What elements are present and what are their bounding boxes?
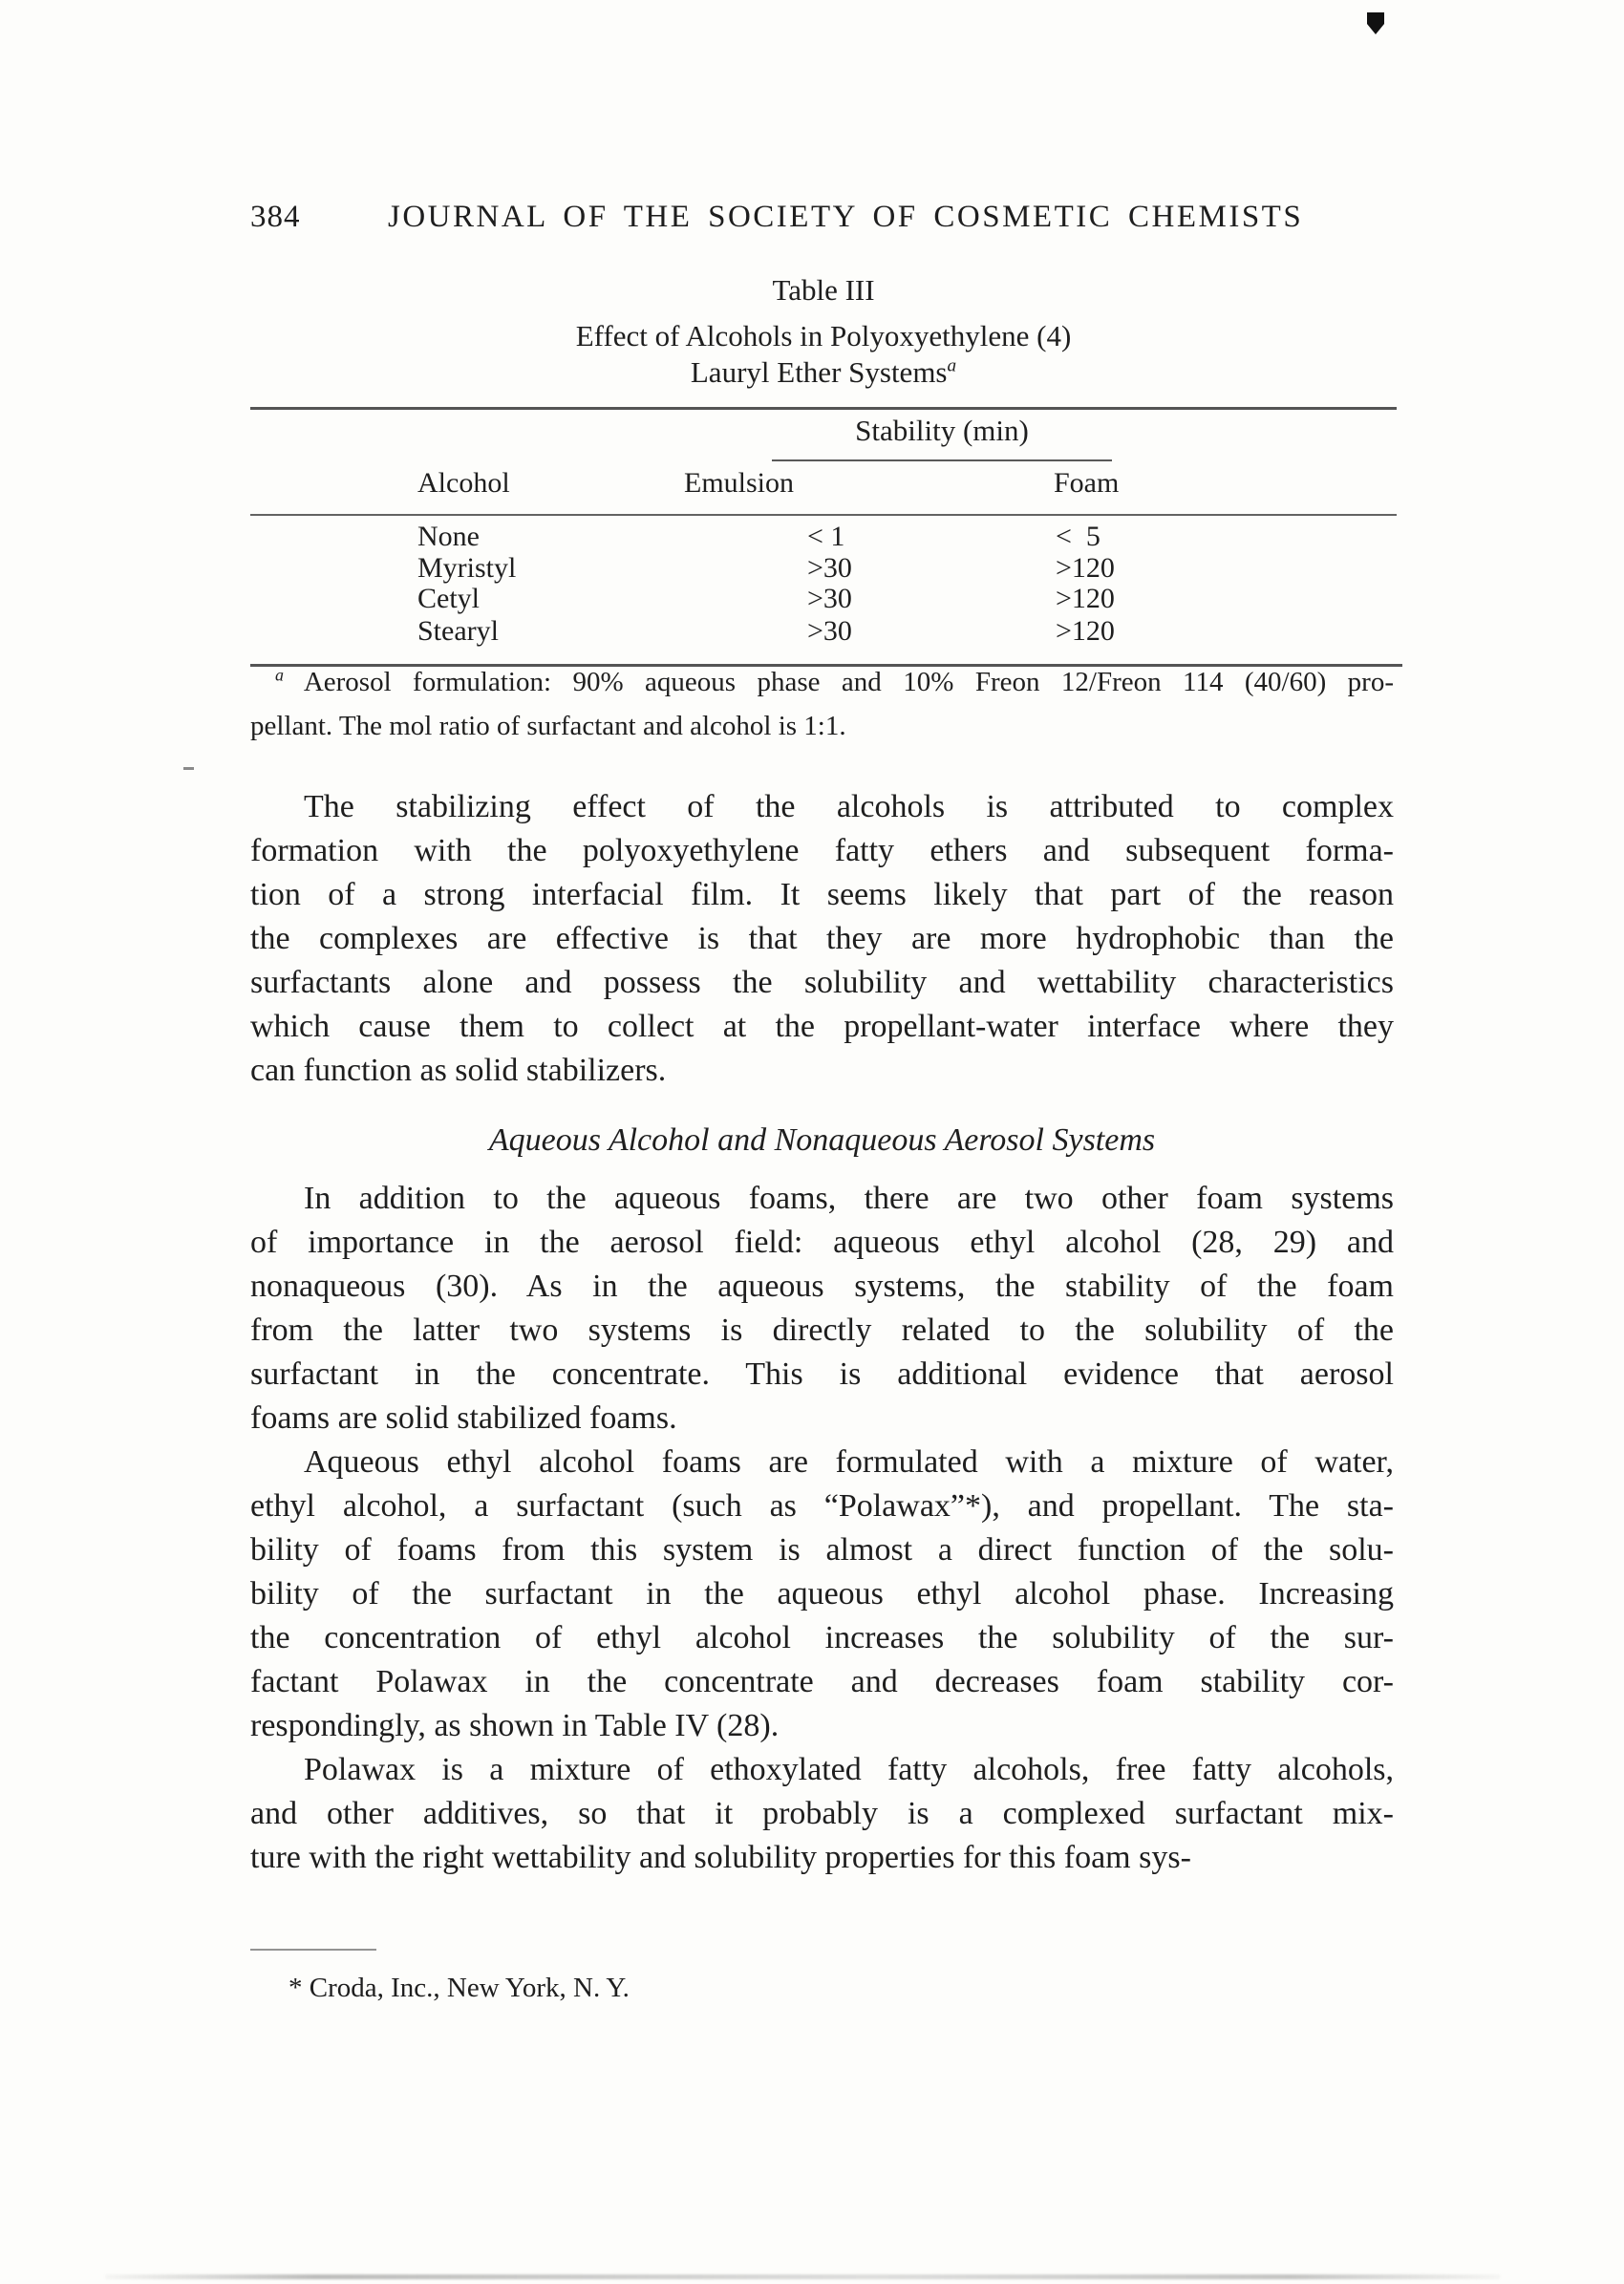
table-footnote-line1 (250, 660, 1394, 704)
table-row-cell: < 1 (807, 521, 845, 552)
table-header-rule (250, 514, 1397, 516)
page-footnote (250, 1971, 1394, 2005)
table-row-cell: None (417, 521, 480, 552)
table-row-cell: >120 (1056, 583, 1115, 614)
table-top-rule (250, 407, 1397, 410)
section-heading: Aqueous Alcohol and Nonaqueous Aerosol Systems (488, 1122, 1156, 1158)
table-row-cell: Stearyl (417, 615, 499, 647)
caption-text: Lauryl Ether Systems (690, 355, 948, 389)
column-header-foam: Foam (1054, 467, 1120, 499)
body-line: which cause them to collect at the propellant-water interface where they (250, 1009, 1394, 1044)
body-line: ethyl alcohol, a surfactant (such as “Polawax”*), and propellant. The sta- (250, 1488, 1394, 1524)
body-line: surfactants alone and possess the solubility and wettability characteristics (250, 965, 1394, 1000)
body-line: from the latter two systems is directly related to the solubility of the (250, 1313, 1394, 1348)
body-line: Aqueous ethyl alcohol foams are formulated with a mixture of water, (304, 1444, 1394, 1480)
body-line: can function as solid stabilizers. (250, 1053, 667, 1088)
body-line: ture with the right wettability and solubility properties for this foam sys- (250, 1840, 1191, 1875)
table-row-cell: >30 (807, 552, 852, 584)
table-row-cell: >30 (807, 583, 852, 614)
body-line: and other additives, so that it probably is a complexed surfactant mix- (250, 1796, 1394, 1831)
table-row-cell: Cetyl (417, 583, 480, 614)
table-footnote-line2: pellant. The mol ratio of surfactant and alcohol is 1:1. (250, 711, 846, 741)
table-caption-line1: Effect of Alcohols in Polyoxyethylene (4) (575, 319, 1072, 352)
running-head (0, 200, 1624, 238)
footnote-marker: * (288, 1973, 303, 2003)
body-line: The stabilizing effect of the alcohols is attributed to complex (304, 789, 1394, 824)
table-row-cell: >30 (807, 615, 852, 647)
body-line: factant Polawax in the concentrate and decreases foam stability cor- (250, 1664, 1394, 1699)
footnote-text: Croda, Inc., New York, N. Y. (302, 1973, 630, 2003)
table-title: Table III (772, 273, 875, 307)
page-number: 384 (250, 200, 301, 234)
body-line: Polawax is a mixture of ethoxylated fatty alcohols, free fatty alcohols, (304, 1752, 1394, 1787)
body-paragraph-3 (250, 1441, 1394, 1748)
table-row-cell: < 5 (1056, 521, 1100, 552)
body-line: formation with the polyoxyethylene fatty ethers and subsequent forma- (250, 833, 1394, 868)
table-row-cell: >120 (1056, 552, 1115, 584)
scan-dash-artifact (183, 767, 194, 770)
footnote-rule (250, 1949, 376, 1951)
caption-footnote-marker: a (947, 355, 957, 376)
journal-title: JOURNAL OF THE SOCIETY OF COSMETIC CHEMISTS (388, 200, 1304, 234)
body-line: nonaqueous (30). As in the aqueous systems, the stability of the foam (250, 1269, 1394, 1304)
column-header-emulsion: Emulsion (684, 467, 795, 499)
body-paragraph-1 (250, 785, 1394, 1093)
table-caption-line2 (250, 355, 1397, 390)
table-row-cell: Myristyl (417, 552, 517, 584)
stability-spanner-rule (772, 459, 1112, 461)
table-footnote (250, 660, 1394, 748)
column-spanner-label: Stability (min) (855, 414, 1029, 447)
body-paragraph-4 (250, 1748, 1394, 1880)
body-line: respondingly, as shown in Table IV (28). (250, 1708, 780, 1743)
body-paragraph-2 (250, 1177, 1394, 1441)
body-line: foams are solid stabilized foams. (250, 1400, 677, 1436)
body-line: bility of the surfactant in the aqueous ethyl alcohol phase. Increasing (250, 1576, 1394, 1612)
body-line: the complexes are effective is that they are more hydrophobic than the (250, 921, 1394, 956)
body-line: tion of a strong interfacial film. It seems likely that part of the reason (250, 877, 1394, 912)
column-header-alcohol: Alcohol (417, 467, 510, 499)
body-line: surfactant in the concentrate. This is additional evidence that aerosol (250, 1356, 1394, 1392)
scan-mark-icon (1367, 12, 1384, 34)
body-line: of importance in the aerosol field: aqueous ethyl alcohol (28, 29) and (250, 1225, 1394, 1260)
body-line: In addition to the aqueous foams, there are two other foam systems (304, 1181, 1394, 1216)
body-line: bility of foams from this system is almost a direct function of the solu- (250, 1532, 1394, 1568)
table-row-cell: >120 (1056, 615, 1115, 647)
table-footnote-marker: a (275, 665, 284, 685)
scan-edge-smudge (105, 2274, 1500, 2279)
table-footnote-text1: Aerosol formulation: 90% aqueous phase and 10% Freon 12/Freon 114 (40/60) pro- (303, 667, 1394, 697)
body-line: the concentration of ethyl alcohol increases the solubility of the sur- (250, 1620, 1394, 1655)
